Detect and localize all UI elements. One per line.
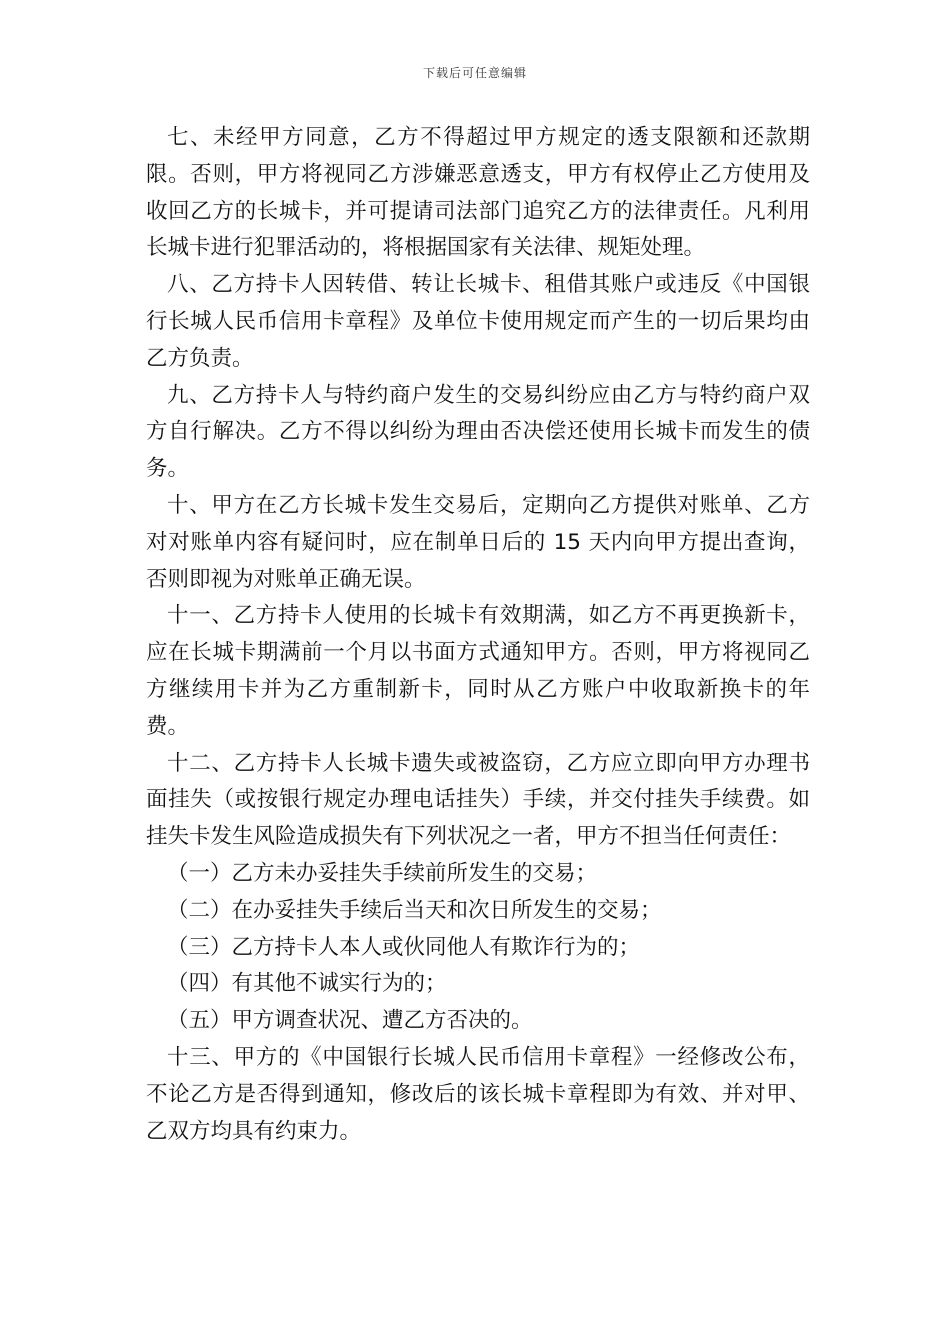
clause-12-item-5: （五）甲方调查状况、遭乙方否决的。 — [167, 1008, 533, 1034]
clause-12: 十二、乙方持卡人长城卡遗失或被盗窃，乙方应立即向甲方办理书面挂失（或按银行规定办理电话挂失）手续，并交付挂失手续费。如挂失卡发生风险造成损失有下列状况之一者，甲方不担当任何责任： — [146, 750, 810, 850]
clause-9: 九、乙方持卡人与特约商户发生的交易纠纷应由乙方与特约商户双方自行解决。乙方不得以纠纷为理由否决偿还使用长城卡而发生的债务。 — [146, 382, 810, 482]
document-body — [146, 120, 810, 1150]
clause-12-item-3: （三）乙方持卡人本人或伙同他人有欺诈行为的； — [167, 934, 641, 960]
clause-10: 十、甲方在乙方长城卡发生交易后，定期向乙方提供对账单、乙方对对账单内容有疑问时，应在制单日后的 15 天内向甲方提出查询，否则即视为对账单正确无误。 — [146, 492, 810, 592]
clause-8: 八、乙方持卡人因转借、转让长城卡、租借其账户或违反《中国银行长城人民币信用卡章程》及单位卡使用规定而产生的一切后果均由乙方负责。 — [146, 272, 810, 371]
clause-12-item-1: （一）乙方未办妥挂失手续前所发生的交易； — [167, 860, 598, 886]
page-header: 下载后可任意编辑 — [422, 66, 527, 80]
clause-7: 七、未经甲方同意，乙方不得超过甲方规定的透支限额和还款期限。否则，甲方将视同乙方涉嫌恶意透支，甲方有权停止乙方使用及收回乙方的长城卡，并可提请司法部门追究乙方的法律责任。凡利用长城卡进行犯罪活动的，将根据国家有关法律、规矩处理。 — [146, 125, 810, 261]
clause-13: 十三、甲方的《中国银行长城人民币信用卡章程》一经修改公布，不论乙方是否得到通知，修改后的该长城卡章程即为有效、并对甲、乙双方均具有约束力。 — [146, 1044, 810, 1144]
clause-12-item-2: （二）在办妥挂失手续后当天和次日所发生的交易； — [167, 897, 662, 923]
clause-11: 十一、乙方持卡人使用的长城卡有效期满，如乙方不再更换新卡，应在长城卡期满前一个月以书面方式通知甲方。否则，甲方将视同乙方继续用卡并为乙方重制新卡，同时从乙方账户中收取新换卡的年费。 — [146, 603, 810, 739]
clause-12-item-4: （四）有其他不诚实行为的； — [167, 971, 447, 997]
